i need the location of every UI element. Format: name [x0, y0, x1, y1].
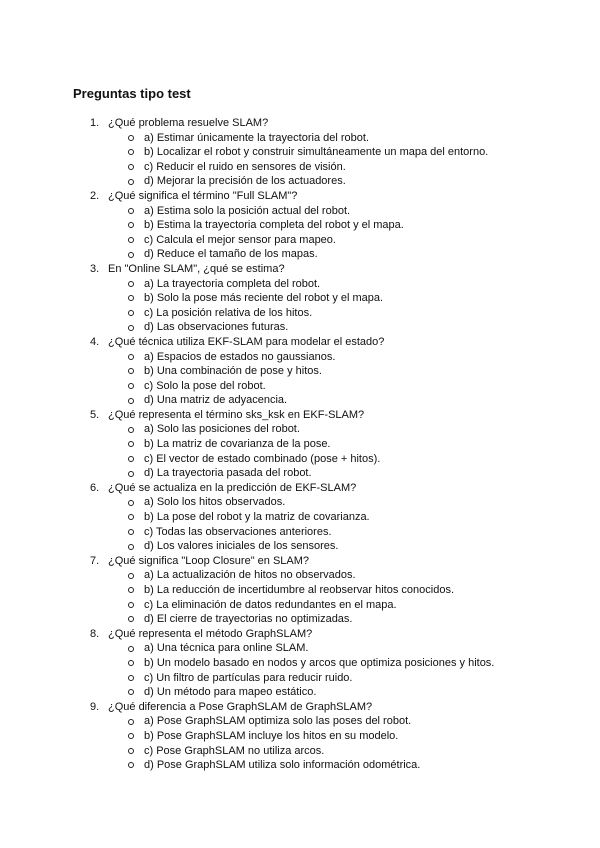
answer-option-text: c) La posición relativa de los hitos. [144, 306, 313, 319]
circle-bullet-icon [128, 529, 134, 535]
question-number: 3. [90, 262, 100, 275]
question-text: ¿Qué técnica utiliza EKF-SLAM para modelar el estado? [108, 335, 385, 348]
question-text: En "Online SLAM", ¿qué se estima? [108, 262, 285, 275]
circle-bullet-icon [128, 208, 134, 214]
answer-option [0, 714, 600, 729]
circle-bullet-icon [128, 164, 134, 170]
circle-bullet-icon [128, 179, 134, 185]
circle-bullet-icon [128, 310, 134, 316]
answer-option-text: d) Reduce el tamaño de los mapas. [144, 248, 318, 261]
answer-option [0, 320, 600, 335]
circle-bullet-icon [128, 354, 134, 360]
answer-option [0, 495, 600, 510]
question-text: ¿Qué significa el término "Full SLAM"? [108, 189, 298, 202]
answer-option-text: b) La pose del robot y la matriz de covarianza. [144, 511, 370, 524]
answer-option-text: d) Una matriz de adyacencia. [144, 394, 288, 407]
question-item [0, 116, 600, 189]
circle-bullet-icon [128, 689, 134, 695]
answer-option [0, 685, 600, 700]
answer-option-text: b) Estima la trayectoria completa del robot y el mapa. [144, 219, 404, 232]
circle-bullet-icon [128, 587, 134, 593]
answer-option-text: b) Una combinación de pose y hitos. [144, 365, 322, 378]
question-row [0, 627, 600, 642]
answer-option [0, 160, 600, 175]
answer-option [0, 422, 600, 437]
answer-option-text: c) Pose GraphSLAM no utiliza arcos. [144, 744, 325, 757]
answer-option [0, 131, 600, 146]
question-number: 1. [90, 117, 100, 129]
answer-option-text: d) El cierre de trayectorias no optimizadas. [144, 613, 353, 626]
circle-bullet-icon [128, 295, 134, 301]
answer-option [0, 306, 600, 321]
circle-bullet-icon [128, 733, 134, 739]
circle-bullet-icon [128, 383, 134, 389]
circle-bullet-icon [128, 748, 134, 754]
circle-bullet-icon [128, 646, 134, 652]
answer-option [0, 277, 600, 292]
circle-bullet-icon [128, 281, 134, 287]
question-text: ¿Qué representa el método GraphSLAM? [108, 627, 313, 640]
circle-bullet-icon [128, 135, 134, 141]
question-number: 5. [90, 408, 100, 421]
question-row [0, 262, 600, 277]
answer-option-text: a) Solo las posiciones del robot. [144, 423, 300, 436]
question-text: ¿Qué significa "Loop Closure" en SLAM? [108, 554, 310, 567]
answer-option-text: c) Un filtro de partículas para reducir ruido. [144, 671, 353, 684]
answer-option [0, 510, 600, 525]
page-title: Preguntas tipo test [73, 86, 191, 101]
answer-option [0, 393, 600, 408]
question-list [0, 116, 600, 773]
question-item [0, 627, 600, 700]
answer-option-text: d) Mejorar la precisión de los actuadores. [144, 175, 346, 188]
answer-option-text: a) Pose GraphSLAM optimiza solo las poses del robot. [144, 715, 412, 728]
answer-option [0, 218, 600, 233]
question-row [0, 554, 600, 569]
answer-option-text: a) Una técnica para online SLAM. [144, 642, 309, 655]
circle-bullet-icon [128, 514, 134, 520]
question-number: 9. [90, 700, 100, 713]
answer-option [0, 204, 600, 219]
answer-option-text: b) La matriz de covarianza de la pose. [144, 438, 331, 451]
answer-option [0, 291, 600, 306]
answer-option [0, 145, 600, 160]
answer-option-text: b) Pose GraphSLAM incluye los hitos en su modelo. [144, 729, 399, 742]
circle-bullet-icon [128, 441, 134, 447]
circle-bullet-icon [128, 762, 134, 768]
question-row [0, 335, 600, 350]
answer-option [0, 612, 600, 627]
answer-option-text: d) Los valores iniciales de los sensores. [144, 540, 339, 553]
question-row [0, 481, 600, 496]
question-number: 7. [90, 554, 100, 567]
question-item [0, 189, 600, 262]
answer-option-text: c) Calcula el mejor sensor para mapeo. [144, 233, 336, 246]
circle-bullet-icon [128, 427, 134, 433]
answer-option [0, 525, 600, 540]
answer-option-text: d) Un método para mapeo estático. [144, 686, 317, 699]
question-text: ¿Qué problema resuelve SLAM? [108, 117, 269, 129]
answer-option [0, 174, 600, 189]
circle-bullet-icon [128, 368, 134, 374]
answer-option-text: a) Estimar únicamente la trayectoria del robot. [144, 131, 369, 144]
answer-option [0, 641, 600, 656]
circle-bullet-icon [128, 602, 134, 608]
question-number: 2. [90, 189, 100, 202]
question-item [0, 408, 600, 481]
answer-option [0, 598, 600, 613]
circle-bullet-icon [128, 252, 134, 258]
answer-option-text: d) Las observaciones futuras. [144, 321, 289, 334]
answer-option-text: a) La trayectoria completa del robot. [144, 277, 321, 290]
answer-option [0, 247, 600, 262]
question-row [0, 189, 600, 204]
answer-option-text: c) Solo la pose del robot. [144, 379, 266, 392]
answer-option [0, 233, 600, 248]
answer-option [0, 466, 600, 481]
answer-option [0, 350, 600, 365]
circle-bullet-icon [128, 616, 134, 622]
question-item [0, 554, 600, 627]
circle-bullet-icon [128, 675, 134, 681]
question-text: ¿Qué representa el término sks_ksk en EKF-SLAM? [108, 408, 365, 421]
answer-option-text: c) La eliminación de datos redundantes en el mapa. [144, 598, 397, 611]
answer-option-text: a) Solo los hitos observados. [144, 496, 286, 509]
answer-option-text: b) Localizar el robot y construir simultáneamente un mapa del entorno. [144, 146, 489, 159]
circle-bullet-icon [128, 544, 134, 550]
answer-option [0, 539, 600, 554]
answer-option-text: a) Espacios de estados no gaussianos. [144, 350, 336, 363]
question-number: 8. [90, 627, 100, 640]
question-row [0, 116, 600, 131]
circle-bullet-icon [128, 237, 134, 243]
answer-option [0, 568, 600, 583]
circle-bullet-icon [128, 222, 134, 228]
answer-option [0, 379, 600, 394]
circle-bullet-icon [128, 456, 134, 462]
answer-option-text: c) Todas las observaciones anteriores. [144, 525, 332, 538]
answer-option-text: b) Solo la pose más reciente del robot y el mapa. [144, 292, 384, 305]
answer-option-text: d) La trayectoria pasada del robot. [144, 467, 312, 480]
question-item [0, 262, 600, 335]
question-item [0, 700, 600, 773]
circle-bullet-icon [128, 500, 134, 506]
answer-option [0, 452, 600, 467]
answer-option-text: c) El vector de estado combinado (pose + hitos). [144, 452, 381, 465]
answer-option [0, 729, 600, 744]
circle-bullet-icon [128, 325, 134, 331]
answer-option-text: b) La reducción de incertidumbre al reobservar hitos conocidos. [144, 584, 454, 596]
answer-option [0, 656, 600, 671]
question-text: ¿Qué se actualiza en la predicción de EKF-SLAM? [108, 481, 357, 494]
circle-bullet-icon [128, 573, 134, 579]
question-row [0, 408, 600, 423]
circle-bullet-icon [128, 660, 134, 666]
answer-option [0, 364, 600, 379]
answer-option-text: a) La actualización de hitos no observados. [144, 569, 356, 582]
circle-bullet-icon [128, 719, 134, 725]
question-row [0, 700, 600, 715]
circle-bullet-icon [128, 149, 134, 155]
answer-option-text: b) Un modelo basado en nodos y arcos que optimiza posiciones y hitos. [144, 656, 495, 669]
answer-option [0, 744, 600, 759]
answer-option-text: a) Estima solo la posición actual del robot. [144, 204, 351, 217]
question-item [0, 335, 600, 408]
circle-bullet-icon [128, 398, 134, 404]
answer-option [0, 437, 600, 452]
circle-bullet-icon [128, 471, 134, 477]
question-number: 6. [90, 481, 100, 494]
answer-option [0, 758, 600, 773]
answer-option-text: d) Pose GraphSLAM utiliza solo información odométrica. [144, 759, 421, 772]
answer-option [0, 583, 600, 598]
question-number: 4. [90, 335, 100, 348]
answer-option [0, 671, 600, 686]
question-item [0, 481, 600, 554]
answer-option-text: c) Reducir el ruido en sensores de visión. [144, 160, 346, 173]
question-text: ¿Qué diferencia a Pose GraphSLAM de GraphSLAM? [108, 700, 373, 713]
